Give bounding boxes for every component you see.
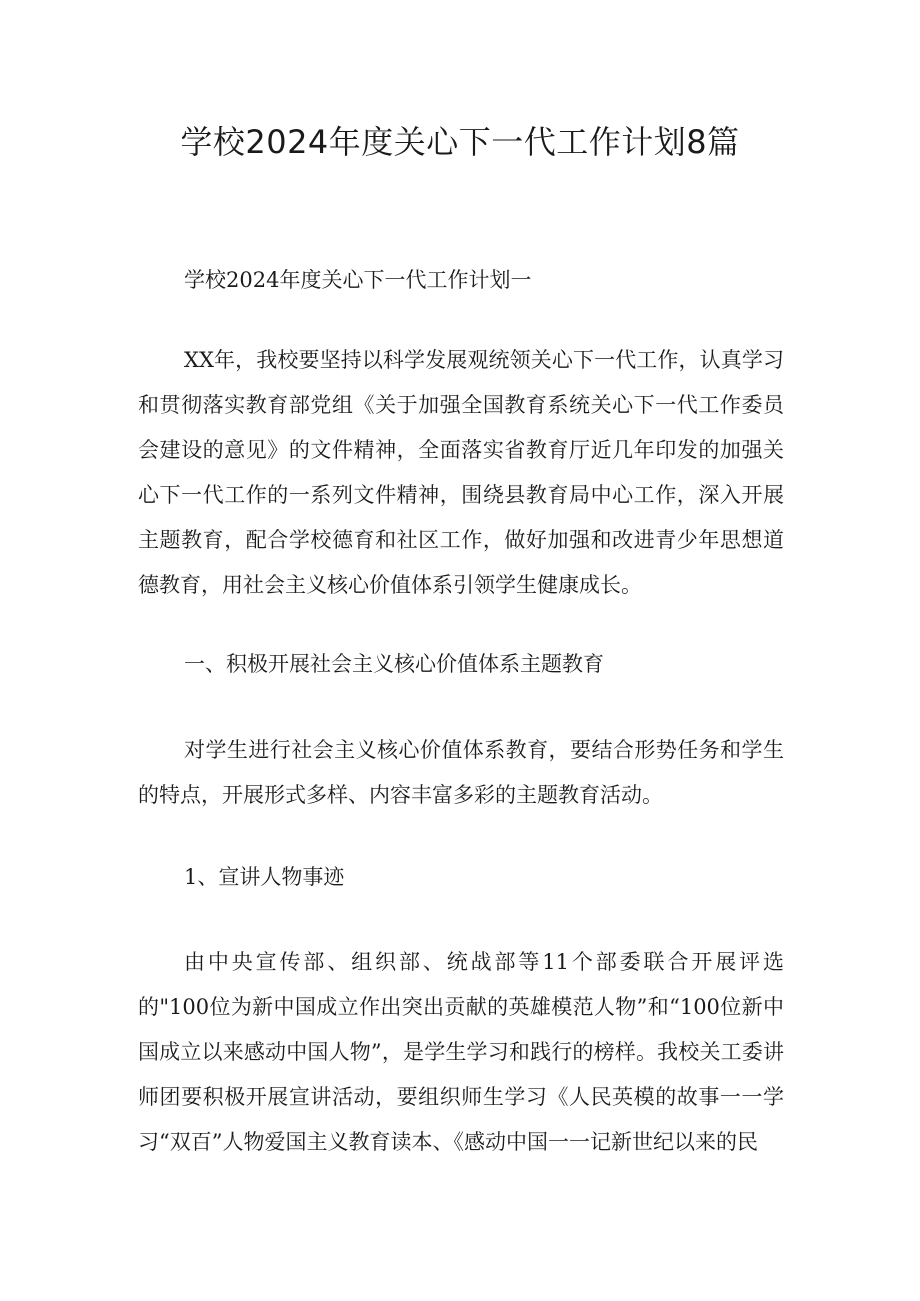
subsection-heading: 1、宣讲人物事迹 — [184, 865, 345, 889]
body-paragraph: 对学生进行社会主义核心价值体系教育，要结合形势任务和学生的特点，开展形式多样、内容丰富多彩的主题教育活动。 — [138, 738, 784, 807]
intro-paragraph: XX年，我校要坚持以科学发展观统领关心下一代工作，认真学习和贯彻落实教育部党组《关于加强全国教育系统关心下一代工作委员会建设的意见》的文件精神，全面落实省教育厅近几年印发的加强关心下一代工作的一系列文件精神，围绕县教育局中心工作，深入开展主题教育，配合学校德育和社区工作，做好加强和改进青少年思想道德教育，用社会主义核心价值体系引领学生健康成长。 — [138, 348, 784, 597]
section-heading: 一、积极开展社会主义核心价值体系主题教育 — [184, 652, 604, 676]
section-subtitle: 学校2024年度关心下一代工作计划一 — [184, 268, 532, 292]
body-paragraph: 由中央宣传部、组织部、统战部等11个部委联合开展评选的"100位为新中国成立作出突出贡献的英雄模范人物”和“100位新中国成立以来感动中国人物”，是学生学习和践行的榜样。我校关工委讲师团要积极开展宣讲活动，要组织师生学习《人民英模的故事一一学习“双百”人物爱国主义教育读本、《感动中国一一记新世纪以来的民 — [138, 950, 784, 1154]
document-title: 学校2024年度关心下一代工作计划8篇 — [180, 123, 740, 161]
